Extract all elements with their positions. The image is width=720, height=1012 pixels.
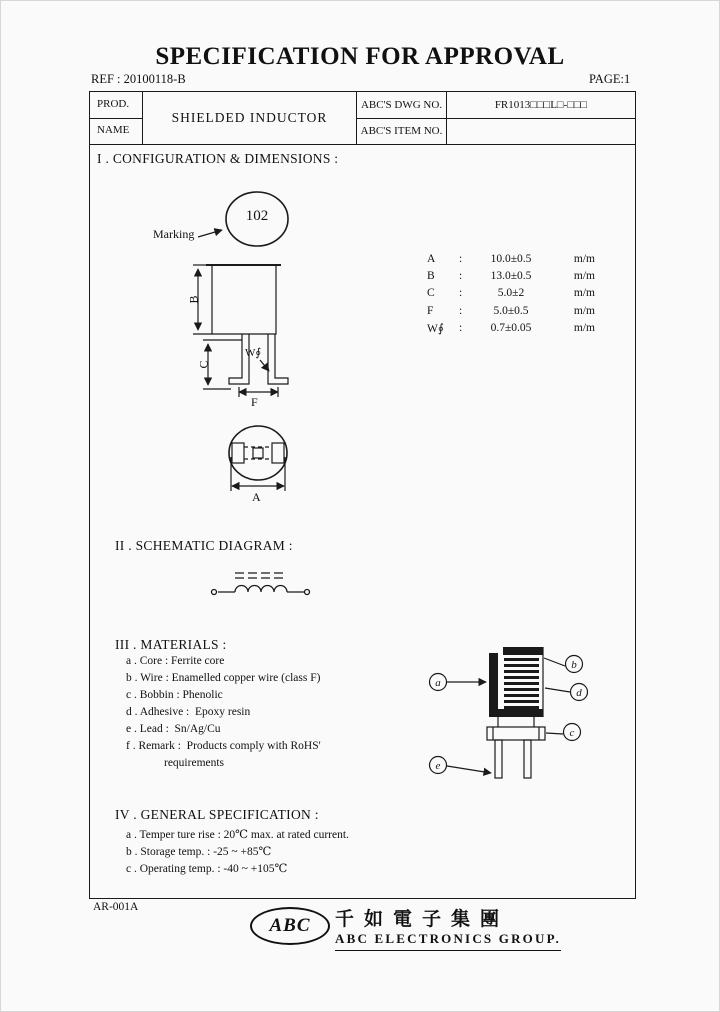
terminal: [305, 590, 310, 595]
dim-value: 10.0±0.5: [490, 252, 532, 265]
material-item-core: a . Core : Ferrite core: [126, 655, 225, 667]
coil-symbol: [235, 586, 287, 593]
general-spec-temp-rise: a . Temper ture rise : 20℃ max. at rated current.: [126, 829, 349, 841]
material-item-lead: e . Lead : Sn/Ag/Cu: [126, 723, 221, 735]
dim-colon: :: [459, 252, 463, 265]
material-item-adhesive: d . Adhesive : Epoxy resin: [126, 706, 251, 718]
page-number: PAGE:1: [589, 72, 631, 86]
callout-letter-core: a: [435, 677, 441, 689]
dim-name: C: [427, 287, 435, 300]
company-name-english: ABC ELECTRONICS GROUP.: [335, 931, 561, 951]
pad-right: [272, 443, 284, 463]
form-number: AR-001A: [93, 901, 139, 913]
item-no-label: ABC'S ITEM NO.: [360, 125, 443, 137]
company-name-chinese: 千如電子集團: [335, 909, 510, 930]
core-section: [489, 647, 543, 717]
marking-circle: [226, 192, 288, 246]
dim-colon: :: [459, 270, 463, 283]
dim-colon: :: [459, 304, 463, 317]
lead-pin-right: [524, 740, 531, 778]
body-outline: [212, 266, 276, 334]
dim-unit: m/m: [573, 252, 595, 265]
dim-unit: m/m: [573, 270, 595, 283]
dim-label-b: B: [186, 295, 201, 304]
bottom-view-drawing: [229, 426, 287, 491]
dim-label-w: W∮: [245, 347, 262, 359]
dim-label-c: C: [196, 360, 211, 369]
section3-heading: III . MATERIALS :: [115, 637, 227, 652]
dim-unit: m/m: [573, 304, 595, 317]
dim-label-a: A: [252, 490, 261, 504]
lead-left: [229, 334, 249, 384]
callout-letter-bobbin: c: [569, 727, 575, 739]
dim-name: B: [427, 270, 435, 283]
callout-letter-lead: e: [435, 760, 441, 772]
lead-pin-left: [495, 740, 502, 778]
dim-colon: :: [459, 287, 463, 300]
abc-logo-text: ABC: [269, 915, 311, 936]
dim-name: A: [427, 252, 436, 265]
marking-label: Marking: [153, 227, 195, 241]
material-item-wire: b . Wire : Enamelled copper wire (class F): [126, 672, 321, 684]
ref-number: REF : 20100118-B: [91, 72, 186, 86]
material-remark-continuation: requirements: [164, 757, 225, 769]
prod-label: PROD.: [97, 98, 130, 110]
bottom-outline: [229, 426, 287, 480]
general-spec-operating-temp: c . Operating temp. : -40 ~ +105℃: [126, 863, 288, 875]
dim-value: 13.0±0.5: [490, 270, 532, 283]
dwg-no-label: ABC'S DWG NO.: [360, 98, 443, 111]
general-spec-storage-temp: b . Storage temp. : -25 ~ +85℃: [126, 846, 272, 858]
dim-unit: m/m: [573, 287, 595, 300]
dim-value: 0.7±0.05: [490, 322, 532, 335]
inductor-schematic: [212, 573, 310, 595]
materials-drawing: [430, 647, 588, 778]
material-item-remark: f . Remark : Products comply with RoHS': [126, 740, 321, 752]
section1-heading: I . CONFIGURATION & DIMENSIONS :: [97, 151, 339, 166]
dim-value: 5.0±0.5: [493, 304, 529, 317]
section2-heading: II . SCHEMATIC DIAGRAM :: [115, 538, 293, 553]
callout-letter-wire: b: [571, 659, 577, 671]
lead-right: [268, 334, 288, 384]
dwg-no-value: FR1013□□□L□-□□□: [494, 98, 588, 111]
center-mark: [253, 448, 263, 458]
dim-label-f: F: [251, 395, 258, 409]
section4-heading: IV . GENERAL SPECIFICATION :: [115, 807, 319, 822]
product-name: SHIELDED INDUCTOR: [171, 109, 328, 125]
callout-leader-adhesive: [545, 688, 570, 692]
dim-name: W∮: [427, 323, 444, 336]
callout-leader-wire: [544, 658, 565, 666]
technical-drawings: [1, 1, 720, 1012]
dim-value: 5.0±2: [497, 287, 525, 300]
terminal: [212, 590, 217, 595]
front-view-drawing: [193, 265, 288, 397]
dim-unit: m/m: [573, 322, 595, 335]
material-item-bobbin: c . Bobbin : Phenolic: [126, 689, 223, 701]
page-title: SPECIFICATION FOR APPROVAL: [155, 43, 565, 70]
callout-letter-adhesive: d: [576, 687, 582, 699]
name-label: NAME: [97, 124, 130, 136]
bobbin-base: [487, 727, 545, 740]
dim-colon: :: [459, 322, 463, 335]
dim-name: F: [427, 304, 434, 317]
callout-leader-bobbin: [546, 733, 563, 734]
marking-drawing: [198, 192, 288, 246]
callout-leader-lead: [447, 766, 491, 773]
marking-value: 102: [245, 208, 269, 224]
marking-arrow: [198, 230, 222, 237]
pad-left: [232, 443, 244, 463]
